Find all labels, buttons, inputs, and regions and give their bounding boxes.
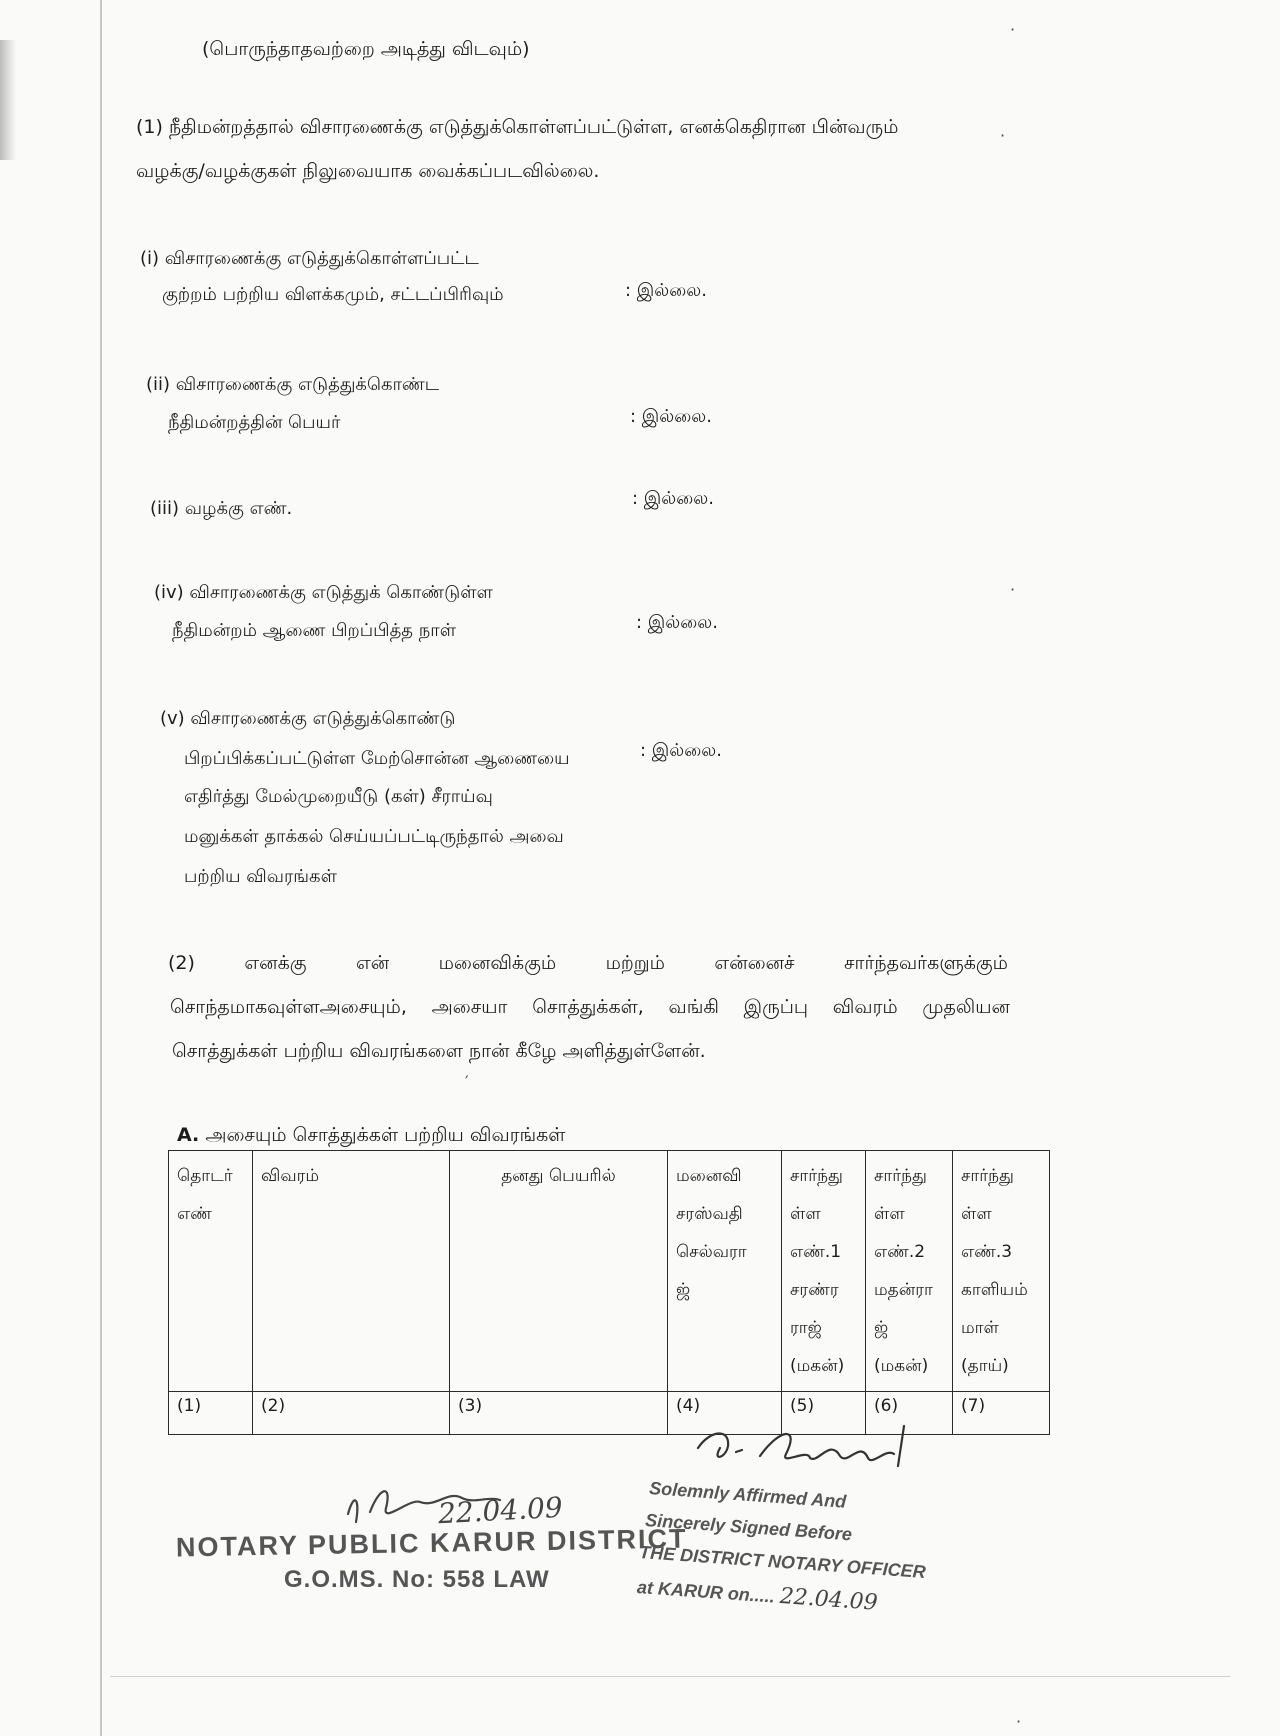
header-text: தொடர்	[177, 1166, 233, 1186]
header-serial	[169, 1151, 253, 1392]
handwritten-date	[437, 1491, 563, 1530]
section-a-heading	[177, 1124, 565, 1149]
header-dependent-1	[782, 1151, 866, 1392]
asset-table	[168, 1150, 1050, 1435]
header-text: ஜ்	[676, 1280, 691, 1300]
header-text: (மகன்)	[790, 1356, 845, 1376]
para2-word: அசையா	[431, 996, 508, 1018]
header-text: ள்ள	[874, 1204, 905, 1224]
header-text: காளியம்	[961, 1280, 1028, 1300]
header-text: சரஸ்வதி	[676, 1204, 743, 1224]
para2-line3: சொத்துக்கள் பற்றிய விவரங்களை நான் கீழே அளித்துள்ளேன்.	[172, 1040, 706, 1062]
col-number: (1)	[169, 1392, 253, 1435]
item-5-line5: பற்றிய விவரங்கள்	[184, 866, 337, 887]
item-5-line3: எதிர்த்து மேல்முறையீடு (கள்) சீராய்வு	[184, 786, 493, 807]
col-number: (4)	[668, 1392, 782, 1435]
scan-dot: ·	[1010, 580, 1016, 599]
seal-line4	[636, 1574, 878, 1616]
header-text: சார்ந்து	[961, 1166, 1014, 1186]
scan-dot: ·	[1016, 1712, 1022, 1731]
para2-word: என்	[355, 952, 390, 974]
scan-dot: ·	[1010, 20, 1016, 39]
section-a-title: அசையும் சொத்துக்கள் பற்றிய விவரங்கள்	[205, 1124, 566, 1146]
header-text: ள்ள	[790, 1204, 821, 1224]
notary-stamp-line2: G.O.MS. No: 558 LAW	[284, 1566, 550, 1593]
header-own-name	[450, 1151, 668, 1392]
item-1-line1: (i) விசாரணைக்கு எடுத்துக்கொள்ளப்பட்ட	[140, 248, 479, 269]
stray-pen-mark: ′	[465, 1072, 469, 1091]
table-header-row	[169, 1151, 1050, 1392]
item-3-value: : இல்லை.	[632, 488, 714, 509]
header-text: எண்.1	[790, 1242, 842, 1262]
header-dependent-2	[866, 1151, 953, 1392]
instruction-text: (பொருந்தாதவற்றை அடித்து விடவும்)	[202, 38, 530, 60]
col-number: (6)	[866, 1392, 953, 1435]
seal-line3: THE DISTRICT NOTARY OFFICER	[638, 1542, 927, 1582]
header-text: சார்ந்து	[790, 1166, 843, 1186]
col-number: (2)	[253, 1392, 450, 1435]
scan-dot: ·	[1000, 126, 1006, 145]
para2-word: (2)	[168, 952, 195, 974]
handwritten-date-text: 22.04.09	[437, 1490, 564, 1531]
para2-word: முதலியன	[922, 996, 1010, 1018]
item-1-value: : இல்லை.	[625, 280, 707, 301]
header-text: எண்	[177, 1204, 212, 1224]
header-text: தனது பெயரில்	[501, 1166, 616, 1186]
notary-stamp-line1: NOTARY PUBLIC KARUR DISTRICT	[175, 1523, 688, 1563]
item-5-line2: பிறப்பிக்கப்பட்டுள்ள மேற்சொன்ன ஆணையை	[184, 748, 570, 769]
col-number: (7)	[953, 1392, 1050, 1435]
para1-line2: வழக்கு/வழக்குகள் நிலுவையாக வைக்கப்படவில்லை.	[136, 160, 600, 182]
header-text: ள்ள	[961, 1204, 992, 1224]
header-text: சரண்ர	[790, 1280, 839, 1300]
header-text: (தாய்)	[961, 1356, 1009, 1376]
header-dependent-3	[953, 1151, 1050, 1392]
item-3-line1: (iii) வழக்கு எண்.	[150, 498, 293, 519]
para1-line1: (1) நீதிமன்றத்தால் விசாரணைக்கு எடுத்துக்கொள்ளப்பட்டுள்ள, எனக்கெதிரான பின்வரும்	[136, 116, 899, 138]
header-description	[253, 1151, 450, 1392]
para2-word: சார்ந்தவர்களுக்கும்	[844, 952, 1008, 974]
header-text: சார்ந்து	[874, 1166, 927, 1186]
seal-handwritten-date: 22.04.09	[778, 1583, 879, 1616]
seal-line4-text: at KARUR on.....	[636, 1576, 776, 1607]
item-2-line2: நீதிமன்றத்தின் பெயர்	[168, 412, 341, 433]
header-text: (மகன்)	[874, 1356, 929, 1376]
item-1-line2: குற்றம் பற்றிய விளக்கமும், சட்டப்பிரிவும்	[162, 284, 504, 305]
header-text: மாள்	[961, 1318, 999, 1338]
section-a-prefix: A.	[177, 1124, 200, 1146]
para2-word: மற்றும்	[605, 952, 665, 974]
col-number: (5)	[782, 1392, 866, 1435]
col-number: (3)	[450, 1392, 668, 1435]
seal-line2: Sincerely Signed Before	[644, 1510, 853, 1545]
header-text: ராஜ்	[790, 1318, 822, 1338]
para2-word: எனக்கு	[244, 952, 307, 974]
para2-line1	[168, 952, 1008, 977]
item-5-line1: (v) விசாரணைக்கு எடுத்துக்கொண்டு	[160, 708, 456, 729]
item-5-value: : இல்லை.	[640, 740, 722, 761]
para2-word: இருப்பு	[743, 996, 809, 1018]
header-wife	[668, 1151, 782, 1392]
para2-word: விவரம்	[832, 996, 898, 1018]
scan-bottom-line	[110, 1676, 1230, 1677]
para2-word: சொந்தமாகவுள்ளஅசையும்,	[170, 996, 407, 1018]
scan-edge-shadow	[0, 40, 16, 160]
header-text: எண்.3	[961, 1242, 1013, 1262]
item-5-line4: மனுக்கள் தாக்கல் செய்யப்பட்டிருந்தால் அவை	[184, 826, 564, 847]
para2-word: மனைவிக்கும்	[438, 952, 557, 974]
item-2-line1: (ii) விசாரணைக்கு எடுத்துக்கொண்ட	[146, 374, 440, 395]
item-4-value: : இல்லை.	[636, 612, 718, 633]
para2-word: சொத்துக்கள்,	[532, 996, 644, 1018]
header-text: எண்.2	[874, 1242, 926, 1262]
handwritten-signature	[690, 1418, 930, 1488]
para2-line2	[170, 996, 1010, 1021]
header-text: மதன்ரா	[874, 1280, 933, 1300]
scan-edge-line	[100, 0, 102, 1736]
header-text: விவரம்	[261, 1166, 320, 1186]
para2-word: வங்கி	[668, 996, 719, 1018]
seal-line1: Solemnly Affirmed And	[648, 1478, 847, 1512]
item-2-value: : இல்லை.	[630, 406, 712, 427]
header-text: மனைவி	[676, 1166, 742, 1186]
header-text: ஜ்	[874, 1318, 889, 1338]
para2-word: என்னைச்	[714, 952, 795, 974]
item-4-line1: (iv) விசாரணைக்கு எடுத்துக் கொண்டுள்ள	[154, 582, 493, 603]
item-4-line2: நீதிமன்றம் ஆணை பிறப்பித்த நாள்	[172, 620, 456, 641]
header-text: செல்வரா	[676, 1242, 747, 1262]
